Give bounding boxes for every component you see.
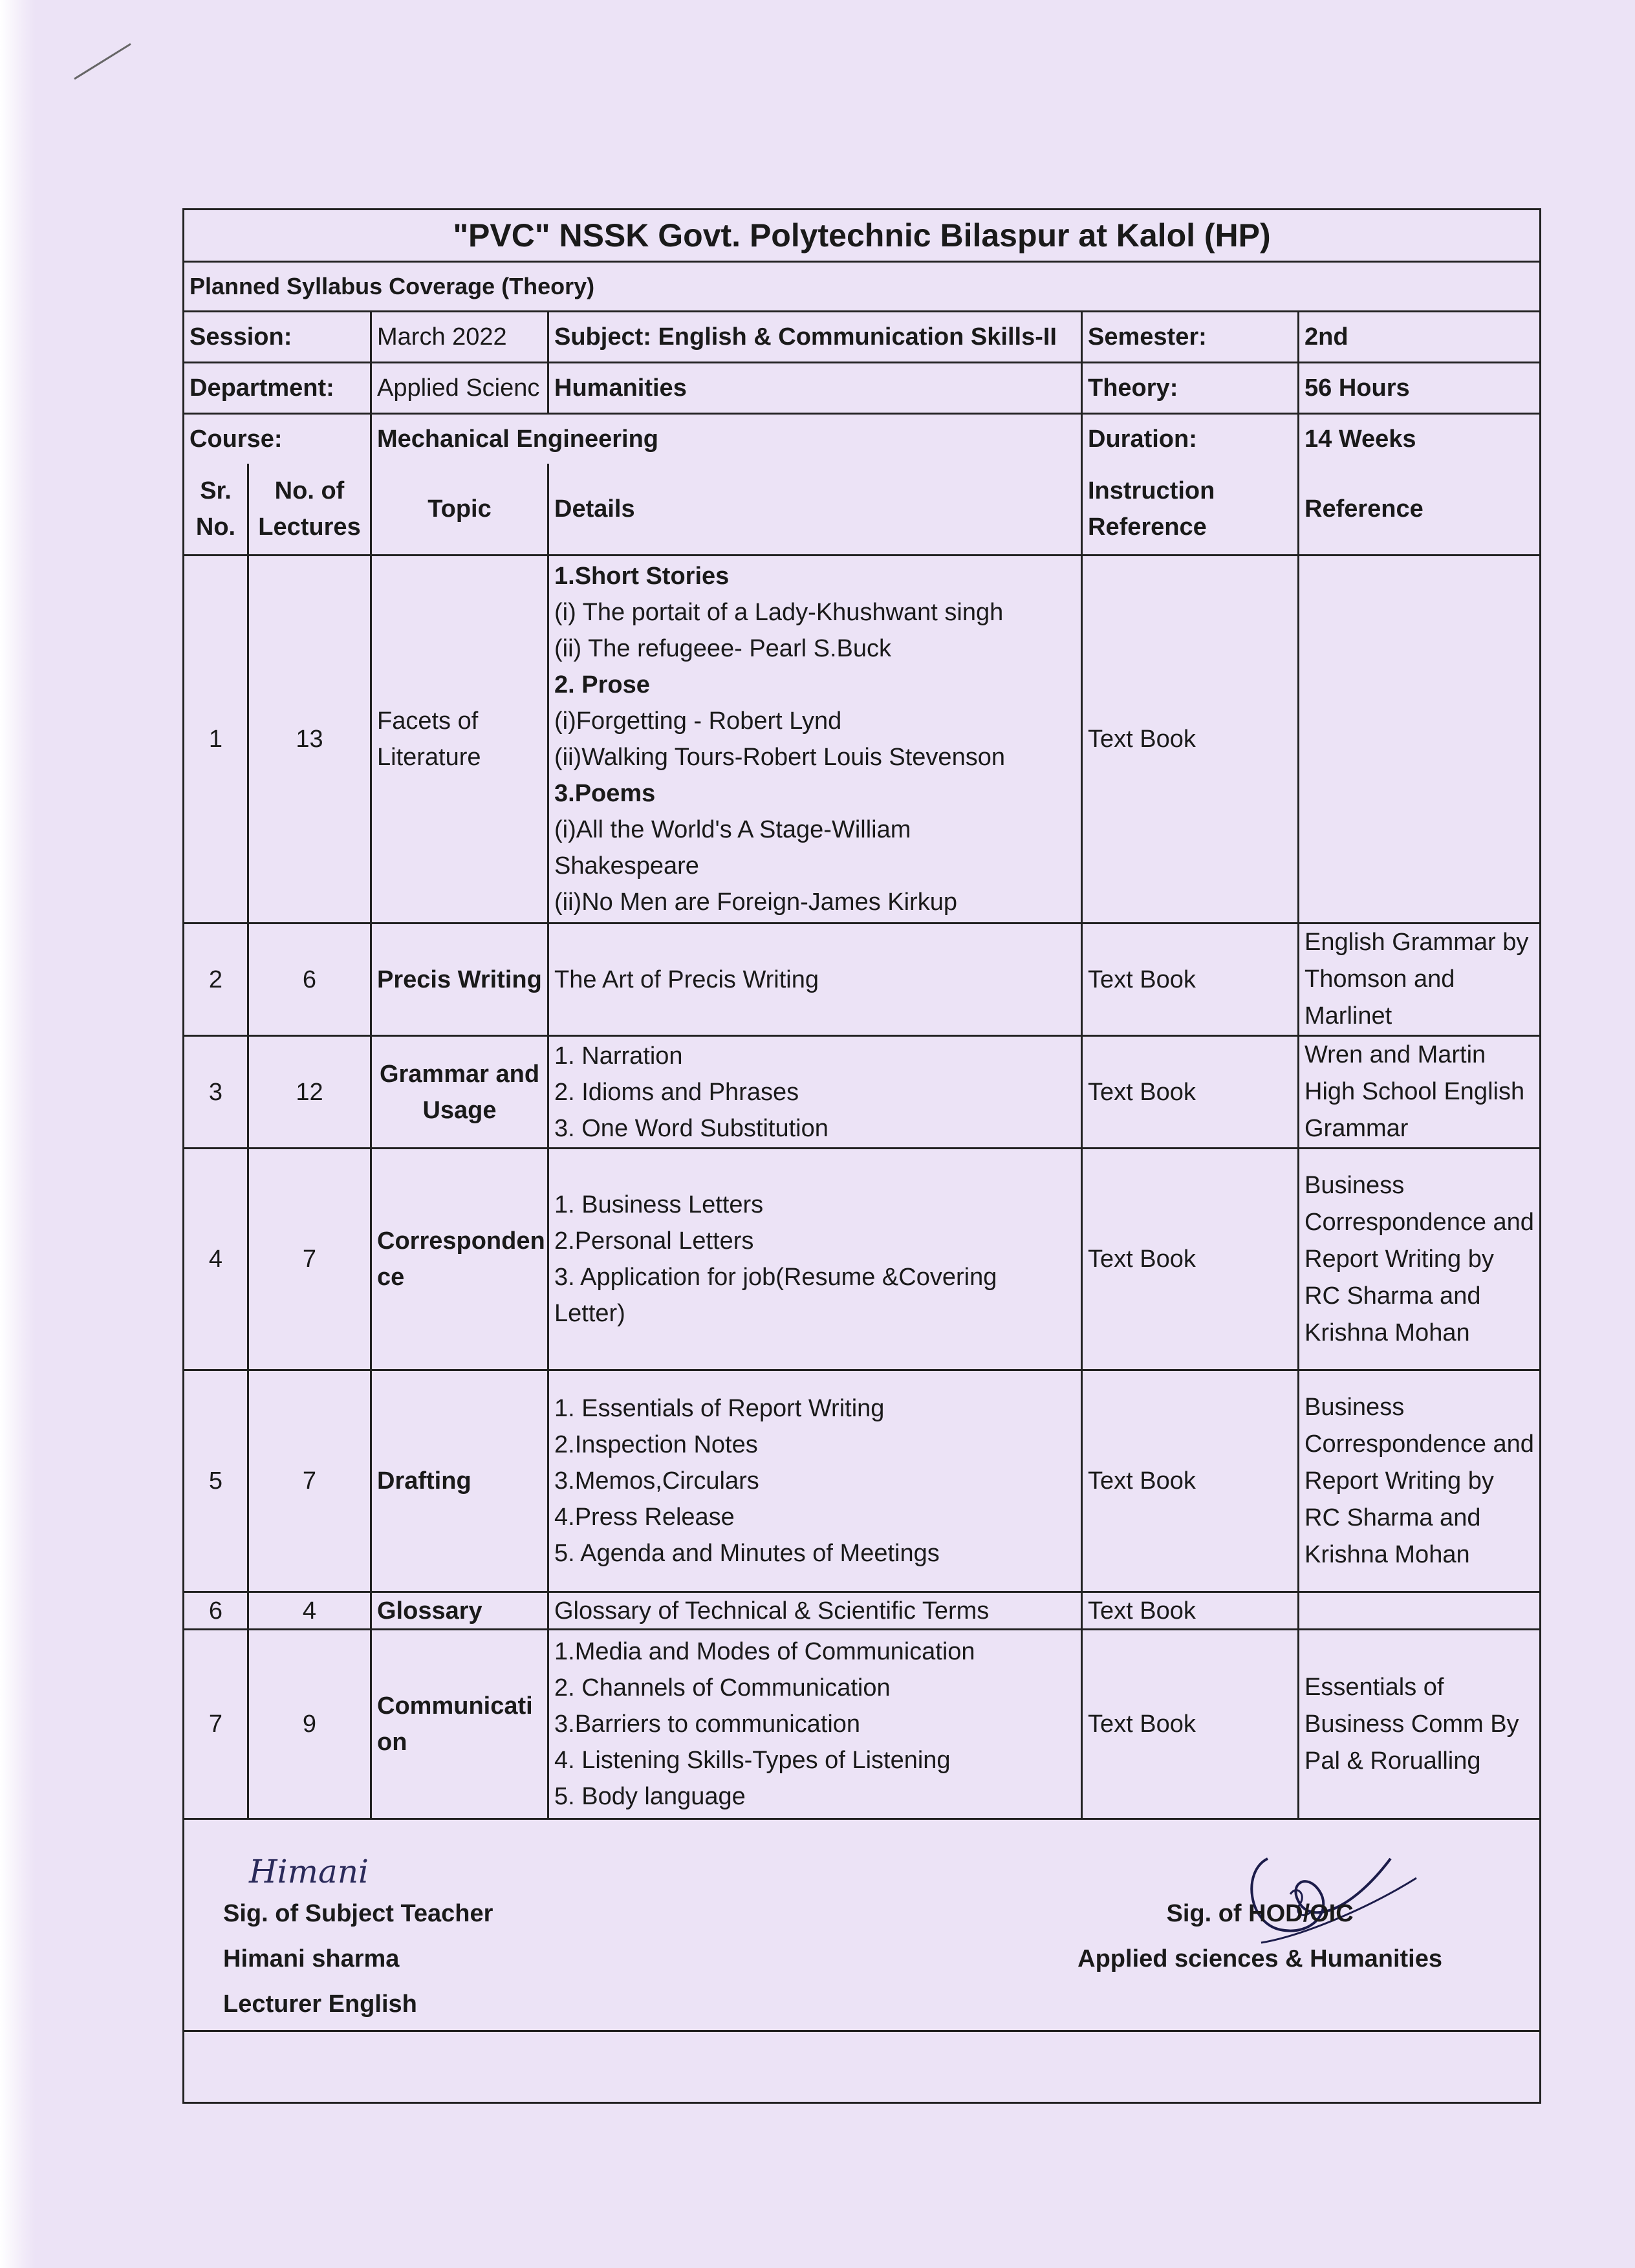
department-row	[184, 363, 1539, 415]
row-sr: 7	[184, 1630, 249, 1818]
details-line: Glossary of Technical & Scientific Terms	[554, 1597, 990, 1625]
details-line: (ii)No Men are Foreign-James Kirkup	[554, 889, 957, 916]
header-lectures: No. of Lectures	[249, 464, 372, 554]
row-topic: Grammar and Usage	[372, 1037, 549, 1147]
details-line: 1. Narration	[554, 1042, 683, 1070]
row-lectures: 6	[249, 924, 372, 1035]
row-instruction: Text Book	[1083, 1630, 1299, 1818]
details-line: 3.Barriers to communication	[554, 1711, 861, 1738]
teacher-signature-block	[223, 1852, 493, 2027]
table-row	[184, 924, 1539, 1037]
document-subtitle: Planned Syllabus Coverage (Theory)	[189, 273, 595, 299]
row-details	[549, 1149, 1083, 1369]
title-row	[184, 210, 1539, 263]
header-sr: Sr. No.	[184, 464, 249, 554]
semester-value: 2nd	[1305, 323, 1348, 351]
department-value-2: Humanities	[549, 363, 1083, 413]
header-row	[184, 464, 1539, 556]
row-reference: Business Correspondence and Report Writing by RC Sharma and Krishna Mohan	[1305, 1393, 1534, 1568]
details-line: 2. Prose	[554, 671, 650, 698]
details-line: (i) The portait of a Lady-Khushwant singh	[554, 599, 1004, 626]
header-topic: Topic	[372, 464, 549, 554]
session-label: Session:	[184, 312, 372, 362]
details-line: (i)All the World's A Stage-William	[554, 816, 911, 843]
table-row	[184, 556, 1539, 924]
header-reference: Reference	[1305, 495, 1424, 523]
blank-footer-row	[184, 2032, 1539, 2102]
table-row	[184, 1593, 1539, 1630]
table-row	[184, 1149, 1539, 1371]
row-instruction: Text Book	[1083, 1371, 1299, 1591]
row-lectures: 13	[249, 556, 372, 922]
details-line: (i)Forgetting - Robert Lynd	[554, 707, 842, 735]
row-sr: 4	[184, 1149, 249, 1369]
row-reference: Essentials of Business Comm By Pal & Rorualling	[1305, 1673, 1519, 1775]
details-line: Letter)	[554, 1300, 625, 1327]
pen-mark	[71, 39, 136, 84]
details-line: 3. One Word Substitution	[554, 1114, 828, 1142]
row-sr: 2	[184, 924, 249, 1035]
table-row	[184, 1630, 1539, 1820]
details-line: (ii)Walking Tours-Robert Louis Stevenson	[554, 744, 1005, 771]
teacher-name: Himani sharma	[223, 1945, 400, 1972]
header-details: Details	[549, 464, 1083, 554]
row-details	[549, 1371, 1083, 1591]
details-line: 3. Application for job(Resume &Covering	[554, 1264, 997, 1291]
course-row	[184, 415, 1539, 464]
row-sr: 6	[184, 1593, 249, 1628]
details-line: 4.Press Release	[554, 1504, 735, 1531]
details-line: (ii) The refugeee- Pearl S.Buck	[554, 635, 891, 662]
row-sr: 1	[184, 556, 249, 922]
row-topic: Facets of Literature	[372, 556, 549, 922]
department-value: Applied Scienc	[372, 363, 549, 413]
row-details	[549, 1630, 1083, 1818]
row-topic: Glossary	[372, 1593, 549, 1628]
hod-department: Applied sciences & Humanities	[1077, 1945, 1442, 1972]
row-sr: 5	[184, 1371, 249, 1591]
details-line: 1. Essentials of Report Writing	[554, 1395, 885, 1422]
row-topic: Corresponden ce	[372, 1149, 549, 1369]
session-row	[184, 312, 1539, 363]
row-instruction: Text Book	[1083, 1149, 1299, 1369]
row-instruction: Text Book	[1083, 1593, 1299, 1628]
document-title: "PVC" NSSK Govt. Polytechnic Bilaspur at Kalol (HP)	[453, 217, 1271, 254]
duration-label: Duration:	[1083, 415, 1299, 464]
details-line: 3.Memos,Circulars	[554, 1467, 759, 1495]
row-reference: English Grammar by Thomson and Marlinet	[1305, 929, 1529, 1030]
header-instruction-reference: Instruction Reference	[1083, 464, 1299, 554]
teacher-title: Lecturer English	[223, 1991, 417, 2018]
signature-section	[184, 1820, 1539, 2032]
details-line: 2. Channels of Communication	[554, 1674, 891, 1701]
table-row	[184, 1037, 1539, 1149]
subject: Subject: English & Communication Skills-II	[549, 312, 1083, 362]
details-line: 5. Agenda and Minutes of Meetings	[554, 1540, 940, 1567]
row-reference	[1299, 556, 1539, 922]
row-reference: Wren and Martin High School English Grammar	[1305, 1041, 1525, 1142]
department-label: Department:	[184, 363, 372, 413]
row-lectures: 4	[249, 1593, 372, 1628]
duration-value: 14 Weeks	[1305, 426, 1416, 453]
details-line: 1.Short Stories	[554, 563, 730, 590]
row-reference: Business Correspondence and Report Writing by RC Sharma and Krishna Mohan	[1305, 1171, 1534, 1346]
row-sr: 3	[184, 1037, 249, 1147]
row-lectures: 12	[249, 1037, 372, 1147]
details-line: The Art of Precis Writing	[554, 966, 819, 993]
hod-signature-label: Sig. of HOD/OIC	[1166, 1900, 1354, 1927]
session-value: March 2022	[372, 312, 549, 362]
row-instruction: Text Book	[1083, 1037, 1299, 1147]
row-details	[549, 1593, 1083, 1628]
row-topic: Drafting	[372, 1371, 549, 1591]
hod-signature-block	[1077, 1891, 1442, 1982]
row-lectures: 7	[249, 1371, 372, 1591]
row-instruction: Text Book	[1083, 556, 1299, 922]
details-line: 5. Body language	[554, 1783, 746, 1810]
row-lectures: 7	[249, 1149, 372, 1369]
row-instruction: Text Book	[1083, 924, 1299, 1035]
syllabus-table	[182, 208, 1541, 2104]
row-details	[549, 924, 1083, 1035]
details-line: 1.Media and Modes of Communication	[554, 1638, 975, 1665]
row-details	[549, 1037, 1083, 1147]
row-details	[549, 556, 1083, 922]
details-line: 2.Personal Letters	[554, 1227, 754, 1255]
course-label: Course:	[184, 415, 372, 464]
row-reference	[1299, 1593, 1539, 1628]
details-line: 3.Poems	[554, 780, 656, 807]
details-line: 1. Business Letters	[554, 1191, 764, 1218]
teacher-signature-label: Sig. of Subject Teacher	[223, 1900, 493, 1927]
row-topic: Precis Writing	[372, 924, 549, 1035]
course-value: Mechanical Engineering	[372, 415, 1083, 464]
page-edge-shadow	[0, 0, 36, 2268]
table-row	[184, 1371, 1539, 1593]
row-lectures: 9	[249, 1630, 372, 1818]
details-line: 2.Inspection Notes	[554, 1431, 758, 1458]
details-line: 4. Listening Skills-Types of Listening	[554, 1747, 951, 1774]
semester-label: Semester:	[1083, 312, 1299, 362]
row-topic: Communicati on	[372, 1630, 549, 1818]
teacher-handwritten-signature: Himani	[249, 1853, 369, 1890]
theory-label: Theory:	[1083, 363, 1299, 413]
details-line: 2. Idioms and Phrases	[554, 1078, 799, 1106]
subtitle-row	[184, 263, 1539, 312]
theory-value: 56 Hours	[1305, 374, 1410, 402]
details-line: Shakespeare	[554, 852, 699, 880]
